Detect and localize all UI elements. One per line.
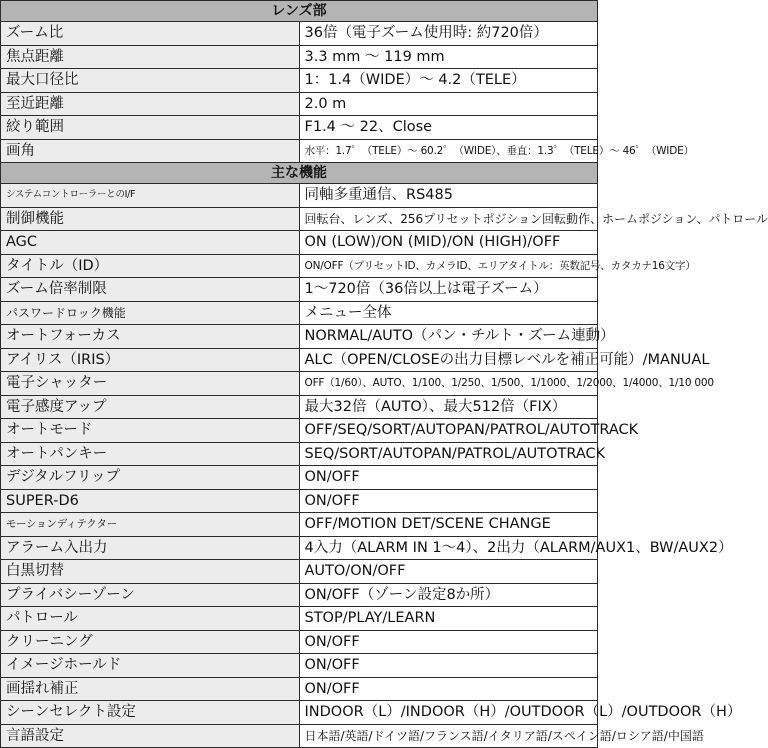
- spec-value: 日本語/英語/ドイツ語/フランス語/イタリア語/スペイン語/ロシア語/中国語: [299, 724, 598, 748]
- spec-value: ON/OFF: [299, 677, 598, 701]
- spec-value: OFF/MOTION DET/SCENE CHANGE: [299, 513, 598, 537]
- spec-value: 最大32倍（AUTO）、最大512倍（FIX）: [299, 395, 598, 419]
- spec-label: パトロール: [1, 607, 300, 631]
- section-header-functions: [1, 163, 598, 184]
- spec-label: 白黒切替: [1, 560, 300, 584]
- spec-row-iris: [1, 348, 598, 372]
- spec-label: パスワードロック機能: [1, 301, 300, 325]
- spec-row-control-functions: [1, 207, 598, 231]
- spec-label: 画揺れ補正: [1, 677, 300, 701]
- spec-label: プライバシーゾーン: [1, 583, 300, 607]
- spec-label: オートモード: [1, 419, 300, 443]
- spec-row-zoom-ratio: [1, 22, 598, 46]
- spec-row-min-distance: [1, 92, 598, 116]
- spec-label: AGC: [1, 231, 300, 255]
- spec-row-sensitivity-up: [1, 395, 598, 419]
- spec-label: オートパンキー: [1, 442, 300, 466]
- spec-value: ON/OFF: [299, 489, 598, 513]
- spec-value: ON/OFF: [299, 654, 598, 678]
- spec-label: モーションディテクター: [1, 513, 300, 537]
- spec-row-agc: [1, 231, 598, 255]
- spec-label: 制御機能: [1, 207, 300, 231]
- spec-label: 最大口径比: [1, 69, 300, 93]
- spec-label: 絞り範囲: [1, 116, 300, 140]
- spec-label: アラーム入出力: [1, 536, 300, 560]
- spec-value: 回転台、レンズ、256プリセットポジション回転動作、ホームポジション、パトロール: [299, 207, 598, 231]
- spec-row-auto-mode: [1, 419, 598, 443]
- spec-label: 焦点距離: [1, 45, 300, 69]
- spec-value: 3.3 mm 〜 119 mm: [299, 45, 598, 69]
- spec-value: NORMAL/AUTO（パン・チルト・ズーム連動）: [299, 325, 598, 349]
- spec-row-bw-switch: [1, 560, 598, 584]
- spec-label: 画角: [1, 139, 300, 163]
- spec-value: 4入力（ALARM IN 1〜4）、2出力（ALARM/AUX1、BW/AUX2）: [299, 536, 598, 560]
- spec-row-language: [1, 724, 598, 748]
- spec-label: ズーム倍率制限: [1, 278, 300, 302]
- spec-value: ON (LOW)/ON (MID)/ON (HIGH)/OFF: [299, 231, 598, 255]
- spec-row-privacy-zone: [1, 583, 598, 607]
- spec-value: OFF/SEQ/SORT/AUTOPAN/PATROL/AUTOTRACK: [299, 419, 598, 443]
- spec-label: 至近距離: [1, 92, 300, 116]
- spec-value: 同軸多重通信、RS485: [299, 184, 598, 208]
- spec-label: デジタルフリップ: [1, 466, 300, 490]
- spec-row-zoom-limit: [1, 278, 598, 302]
- spec-label: クリーニング: [1, 630, 300, 654]
- spec-label: イメージホールド: [1, 654, 300, 678]
- spec-row-angle-of-view: [1, 139, 598, 163]
- spec-row-cleaning: [1, 630, 598, 654]
- spec-row-motion-detector: [1, 513, 598, 537]
- section-header-lens: [1, 1, 598, 22]
- spec-label: SUPER-D6: [1, 489, 300, 513]
- spec-label: 電子シャッター: [1, 372, 300, 396]
- spec-row-patrol: [1, 607, 598, 631]
- spec-row-controller-if: [1, 184, 598, 208]
- spec-label: 電子感度アップ: [1, 395, 300, 419]
- spec-value: 水平：1.7゜（TELE）〜 60.2゜（WIDE）、垂直：1.3゜（TELE）〜 46゜（WIDE）: [299, 139, 598, 163]
- spec-row-auto-pan-key: [1, 442, 598, 466]
- spec-value: 1：1.4（WIDE）〜 4.2（TELE）: [299, 69, 598, 93]
- spec-row-title-id: [1, 254, 598, 278]
- spec-value: AUTO/ON/OFF: [299, 560, 598, 584]
- spec-label: アイリス（IRIS）: [1, 348, 300, 372]
- spec-value: SEQ/SORT/AUTOPAN/PATROL/AUTOTRACK: [299, 442, 598, 466]
- spec-label: ズーム比: [1, 22, 300, 46]
- spec-value: ON/OFF（ゾーン設定8か所）: [299, 583, 598, 607]
- spec-row-alarm-io: [1, 536, 598, 560]
- spec-value: 1〜720倍（36倍以上は電子ズーム）: [299, 278, 598, 302]
- spec-row-autofocus: [1, 325, 598, 349]
- spec-row-iris-range: [1, 116, 598, 140]
- section-title: 主な機能: [1, 163, 598, 184]
- spec-row-scene-select: [1, 701, 598, 725]
- spec-row-digital-flip: [1, 466, 598, 490]
- spec-value: STOP/PLAY/LEARN: [299, 607, 598, 631]
- spec-value: ON/OFF（プリセットID、カメラID、エリアタイトル：英数記号、カタカナ16文字）: [299, 254, 598, 278]
- spec-value: INDOOR（L）/INDOOR（H）/OUTDOOR（L）/OUTDOOR（H）: [299, 701, 598, 725]
- spec-row-password-lock: [1, 301, 598, 325]
- spec-value: F1.4 〜 22、Close: [299, 116, 598, 140]
- spec-value: 36倍（電子ズーム使用時: 約720倍）: [299, 22, 598, 46]
- spec-value: ON/OFF: [299, 466, 598, 490]
- spec-row-image-hold: [1, 654, 598, 678]
- spec-row-focal-length: [1, 45, 598, 69]
- spec-label: 言語設定: [1, 724, 300, 748]
- spec-label: システムコントローラーとのI/F: [1, 184, 300, 208]
- spec-value: ALC（OPEN/CLOSEの出力目標レベルを補正可能）/MANUAL: [299, 348, 598, 372]
- spec-row-electronic-shutter: [1, 372, 598, 396]
- spec-label: オートフォーカス: [1, 325, 300, 349]
- spec-row-stabilizer: [1, 677, 598, 701]
- spec-label: タイトル（ID）: [1, 254, 300, 278]
- spec-value: ON/OFF: [299, 630, 598, 654]
- spec-value: メニュー全体: [299, 301, 598, 325]
- spec-value: 2.0 m: [299, 92, 598, 116]
- spec-label: シーンセレクト設定: [1, 701, 300, 725]
- spec-row-max-aperture: [1, 69, 598, 93]
- spec-value: OFF（1/60）、AUTO、1/100、1/250、1/500、1/1000、1/2000、1/4000、1/10 000: [299, 372, 598, 396]
- section-title: レンズ部: [1, 1, 598, 22]
- spec-row-super-d6: [1, 489, 598, 513]
